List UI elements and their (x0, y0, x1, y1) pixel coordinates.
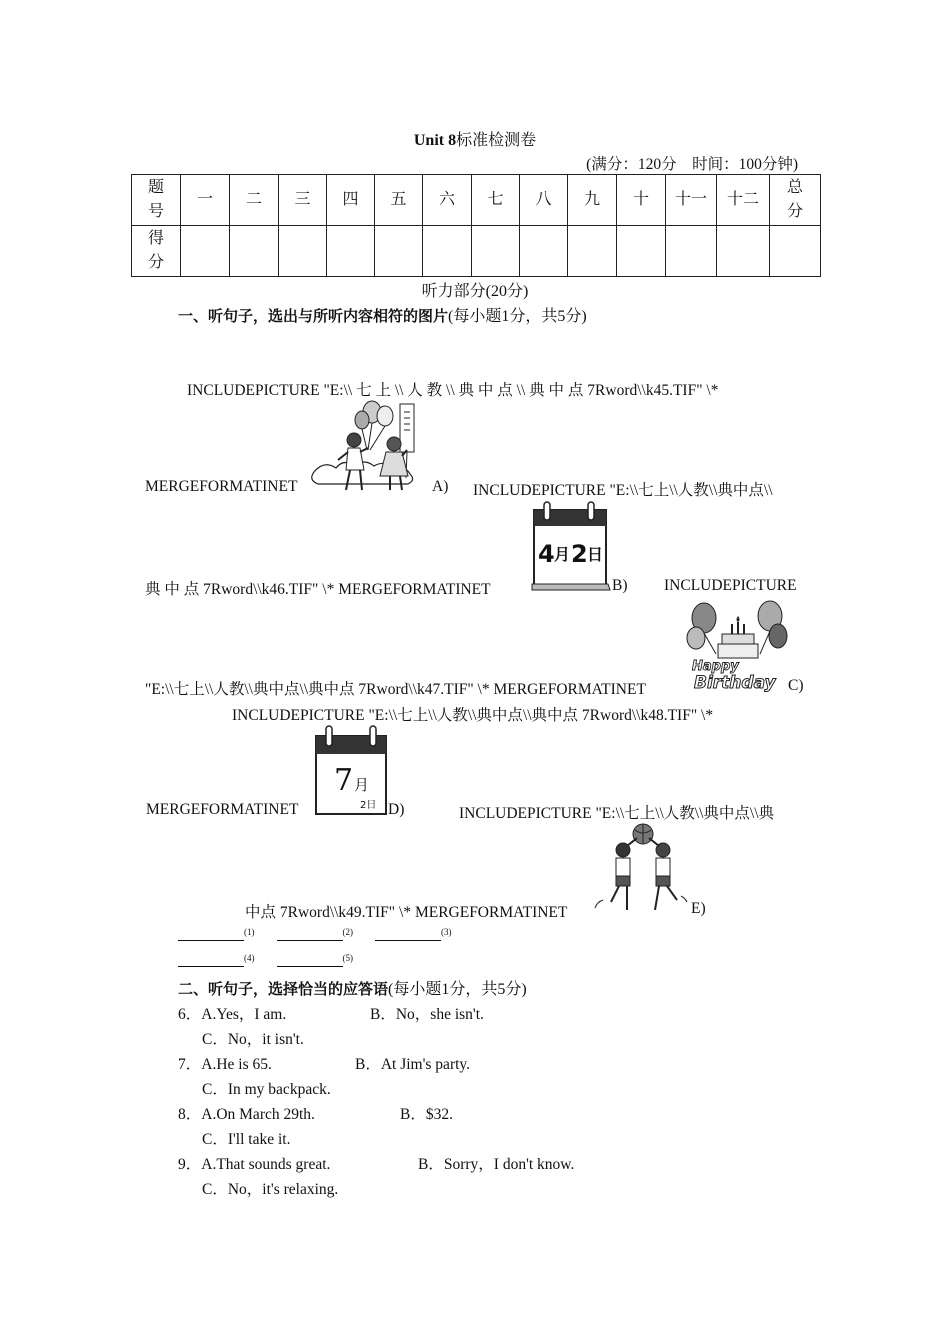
score-cell[interactable] (666, 226, 717, 277)
score-table (131, 174, 821, 277)
picture-c-happy-birthday (686, 598, 790, 694)
answer-blanks-row-2: $^{(4)}$ $^{(5)}$ (178, 952, 353, 972)
picture-a-children-balloons (310, 398, 435, 496)
field-code-line-3a: 典 中 点 7Rword\\k46.TIF" \* MERGEFORMATINET (145, 581, 491, 598)
birthday-illustration (686, 598, 790, 694)
field-code-line-5: INCLUDEPICTURE "E:\\七上\\人教\\典中点\\典中点 7Rword\\k48.TIF" \* (232, 707, 714, 724)
score-time-info: (满分：120分 时间：100分钟) (586, 156, 798, 173)
col-header: 八 (520, 175, 568, 226)
score-cell[interactable] (568, 226, 617, 277)
field-code-line-7a: 中点 7Rword\\k49.TIF" \* MERGEFORMATINET (245, 904, 568, 921)
col-header-total: 总 分 (770, 175, 821, 226)
calendar-d-month: 7 (334, 763, 354, 798)
part2-heading: 二、听句子，选择恰当的应答语(每小题1分，共5分) (178, 980, 527, 998)
question-8-option-a[interactable]: A.On March 29th. (201, 1106, 315, 1123)
answer-blank-1[interactable] (178, 926, 244, 941)
question-6-option-c[interactable]: C．No，it isn't. (202, 1031, 304, 1048)
col-header: 三 (279, 175, 327, 226)
question-9: 9．A.That sounds great. (178, 1156, 331, 1173)
col-header: 五 (375, 175, 423, 226)
question-7: 7．A.He is 65. (178, 1056, 272, 1073)
field-code-line-2c: INCLUDEPICTURE "E:\\七上\\人教\\典中点\\ (473, 482, 773, 499)
page-title: Unit 8标准检测卷 (413, 132, 537, 149)
col-header: 十二 (717, 175, 770, 226)
field-code-line-2a: MERGEFORMATINET (145, 478, 298, 495)
question-6-option-a[interactable]: A.Yes，I am. (201, 1006, 287, 1023)
col-header: 九 (568, 175, 617, 226)
col-header: 二 (230, 175, 279, 226)
question-8-option-c[interactable]: C．I'll take it. (202, 1131, 291, 1148)
score-table-header-row (132, 175, 821, 226)
question-9-option-b[interactable]: B．Sorry，I don't know. (418, 1156, 575, 1173)
answer-blanks-row-1: $^{(1)}$ $^{(2)}$ $^{(3)}$ (178, 926, 452, 946)
question-8-option-b[interactable]: B．$32. (400, 1106, 453, 1123)
field-code-line-6a: MERGEFORMATINET (146, 801, 299, 818)
score-cell[interactable] (423, 226, 472, 277)
option-label-a: A) (432, 478, 449, 495)
calendar-d-month-char: 月 (354, 776, 370, 794)
listening-section-heading: 听力部分(20分) (421, 283, 529, 300)
col-header: 十 (617, 175, 666, 226)
answer-blank-2[interactable] (277, 926, 343, 941)
option-label-b: B) (612, 577, 628, 594)
birthday-text-happy: Happy (692, 659, 739, 674)
question-9-option-a[interactable]: A.That sounds great. (201, 1156, 331, 1173)
col-header: 十一 (666, 175, 717, 226)
picture-d-calendar-july (312, 724, 392, 820)
col-header: 四 (327, 175, 375, 226)
score-cell-total[interactable] (770, 226, 821, 277)
birthday-text-birthday: Birthday (694, 673, 776, 693)
row-label-question-number: 题 号 (132, 175, 181, 226)
question-8: 8．A.On March 29th. (178, 1106, 315, 1123)
kids-playing-ball-illustration (593, 820, 691, 916)
question-7-option-a[interactable]: A.He is 65. (201, 1056, 272, 1073)
question-7-option-b[interactable]: B．At Jim's party. (355, 1056, 471, 1073)
option-label-e: E) (691, 900, 706, 917)
picture-b-calendar-april-2 (526, 498, 612, 592)
col-header: 一 (181, 175, 230, 226)
row-label-score: 得 分 (132, 226, 181, 277)
answer-blank-3[interactable] (375, 926, 441, 941)
calendar-b-day: 2 (571, 540, 588, 568)
score-cell[interactable] (279, 226, 327, 277)
calendar-b-month: 4 (538, 540, 555, 568)
field-code-line-3c: INCLUDEPICTURE (664, 577, 797, 594)
field-code-line-4a: "E:\\七上\\人教\\典中点\\典中点 7Rword\\k47.TIF" \* MERGEFORMATINET (145, 681, 646, 698)
score-cell[interactable] (520, 226, 568, 277)
col-header: 七 (472, 175, 520, 226)
question-6: 6．A.Yes，I am. (178, 1006, 287, 1023)
field-code-line-1: INCLUDEPICTURE "E:\\ 七 上 \\ 人 教 \\ 典 中 点 \\ 典 中 点 7Rword\\k45.TIF" \* (187, 382, 719, 399)
score-cell[interactable] (327, 226, 375, 277)
picture-e-kids-playing-ball (593, 820, 691, 916)
children-balloons-illustration (310, 398, 435, 496)
score-cell[interactable] (230, 226, 279, 277)
calendar-april-illustration (526, 498, 612, 592)
question-9-option-c[interactable]: C．No，it's relaxing. (202, 1181, 339, 1198)
calendar-b-day-char: 日 (587, 545, 604, 564)
field-code-line-6c: INCLUDEPICTURE "E:\\七上\\人教\\典中点\\典 (459, 805, 775, 822)
score-cell[interactable] (375, 226, 423, 277)
calendar-july-illustration (312, 724, 392, 820)
score-cell[interactable] (617, 226, 666, 277)
calendar-d-day: 2日 (360, 800, 377, 811)
option-label-c: C) (788, 677, 804, 694)
score-table-score-row (132, 226, 821, 277)
answer-blank-4[interactable] (178, 952, 244, 967)
question-6-option-b[interactable]: B．No，she isn't. (370, 1006, 484, 1023)
score-cell[interactable] (717, 226, 770, 277)
part1-heading: 一、听句子，选出与所听内容相符的图片(每小题1分，共5分) (178, 307, 587, 325)
calendar-b-month-char: 月 (554, 545, 571, 564)
score-cell[interactable] (181, 226, 230, 277)
option-label-d: D) (388, 801, 405, 818)
score-cell[interactable] (472, 226, 520, 277)
answer-blank-5[interactable] (277, 952, 343, 967)
col-header: 六 (423, 175, 472, 226)
question-7-option-c[interactable]: C．In my backpack. (202, 1081, 331, 1098)
